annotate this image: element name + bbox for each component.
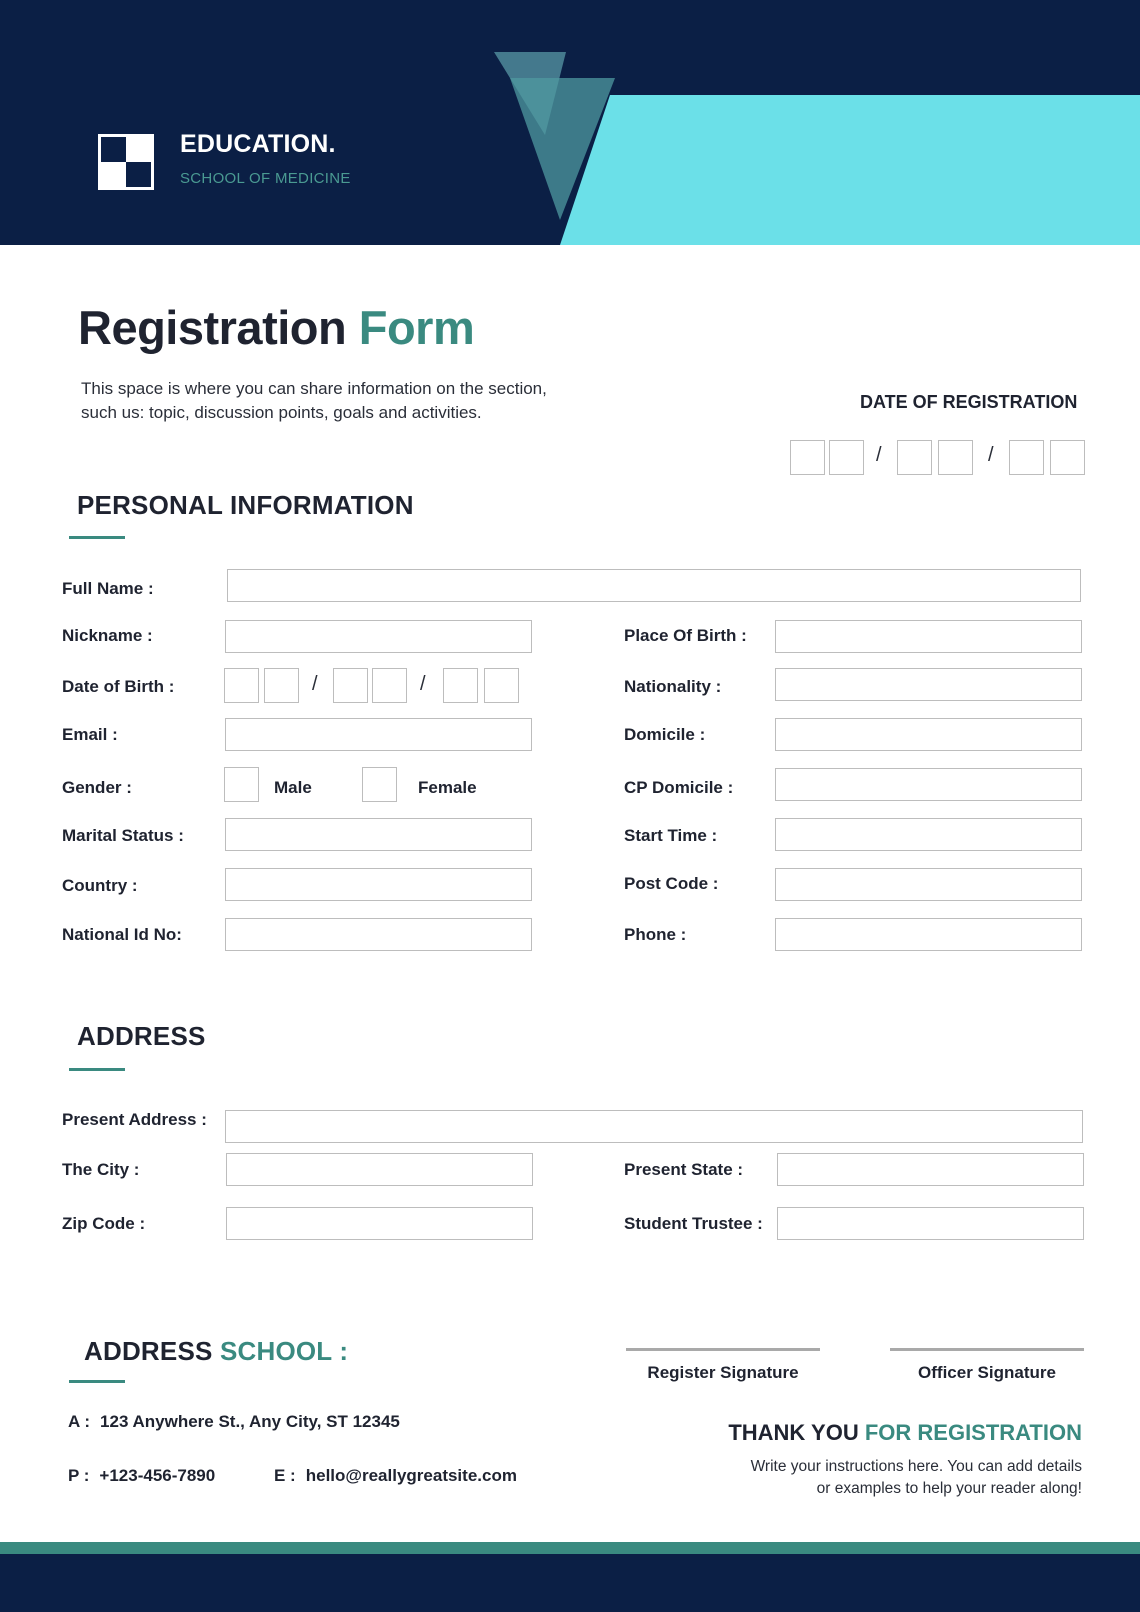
post-code-label: Post Code : (624, 874, 719, 893)
thanks-note-line-2: or examples to help your reader along! (816, 1480, 1082, 1497)
header-graphic (0, 0, 1140, 245)
registration-date-digit-5[interactable] (1009, 440, 1044, 475)
phone-field[interactable] (775, 918, 1082, 951)
section-underline-personal (69, 536, 125, 539)
phone-label: Phone : (624, 925, 687, 944)
register-signature-label: Register Signature (647, 1363, 799, 1382)
school-email-key: E : (274, 1466, 296, 1485)
nationality-label: Nationality : (624, 677, 722, 696)
registration-date-digit-1[interactable] (790, 440, 825, 475)
dob-separator-2: / (420, 673, 426, 695)
national-id-field[interactable] (225, 918, 532, 951)
present-state-label: Present State : (624, 1160, 744, 1179)
registration-date-digit-4[interactable] (938, 440, 973, 475)
gender-female-label: Female (418, 778, 477, 797)
dob-label: Date of Birth : (62, 677, 175, 696)
brand-title: EDUCATION. (180, 130, 336, 158)
page-title-accent: Form (358, 301, 475, 354)
country-field[interactable] (225, 868, 532, 901)
city-field[interactable] (226, 1153, 533, 1186)
gender-male-label: Male (274, 778, 312, 797)
school-phone-value: +123-456-7890 (99, 1466, 216, 1485)
thanks-accent: FOR REGISTRATION (864, 1420, 1082, 1445)
thanks-main: THANK YOU (728, 1420, 859, 1445)
intro-text (81, 377, 681, 425)
national-id-label: National Id No: (62, 925, 182, 944)
section-title-school (84, 1336, 348, 1367)
start-time-field[interactable] (775, 818, 1082, 851)
registration-date-digit-3[interactable] (897, 440, 932, 475)
marital-status-field[interactable] (225, 818, 532, 851)
student-trustee-label: Student Trustee : (624, 1214, 763, 1233)
dob-separator-1: / (312, 673, 318, 695)
nickname-label: Nickname : (62, 626, 153, 645)
logo-square-bottom-right (126, 162, 151, 187)
footer-bar (0, 1554, 1140, 1612)
section-title-personal: PERSONAL INFORMATION (77, 490, 414, 520)
section-title-address: ADDRESS (77, 1021, 206, 1051)
school-phone (68, 1466, 215, 1486)
present-state-field[interactable] (777, 1153, 1084, 1186)
school-email-value: hello@reallygreatsite.com (305, 1466, 517, 1485)
present-address-label: Present Address : (62, 1110, 207, 1129)
header-banner (0, 0, 1140, 245)
full-name-field[interactable] (227, 569, 1081, 602)
gender-male-checkbox[interactable] (224, 767, 259, 802)
school-phone-key: P : (68, 1466, 90, 1485)
country-label: Country : (62, 876, 138, 895)
school-heading-accent: SCHOOL : (219, 1336, 349, 1366)
place-of-birth-label: Place Of Birth : (624, 626, 747, 645)
full-name-label: Full Name : (62, 579, 154, 598)
dob-digit-1[interactable] (224, 668, 259, 703)
officer-signature-label: Officer Signature (918, 1363, 1056, 1382)
dob-digit-3[interactable] (333, 668, 368, 703)
section-underline-address (69, 1068, 125, 1071)
cp-domicile-label: CP Domicile : (624, 778, 734, 797)
nationality-field[interactable] (775, 668, 1082, 701)
domicile-label: Domicile : (624, 725, 706, 744)
post-code-field[interactable] (775, 868, 1082, 901)
domicile-field[interactable] (775, 718, 1082, 751)
intro-line-1: This space is where you can share information on the section, (81, 379, 547, 398)
school-heading-main: ADDRESS (84, 1336, 213, 1366)
cp-domicile-field[interactable] (775, 768, 1082, 801)
thanks-note-line-1: Write your instructions here. You can add details (750, 1458, 1082, 1475)
page-title-main: Registration (78, 301, 347, 354)
start-time-label: Start Time : (624, 826, 718, 845)
nickname-field[interactable] (225, 620, 532, 653)
footer-accent-strip (0, 1542, 1140, 1554)
school-address-value: 123 Anywhere St., Any City, ST 12345 (100, 1412, 400, 1431)
gender-female-checkbox[interactable] (362, 767, 397, 802)
dob-digit-4[interactable] (372, 668, 407, 703)
marital-status-label: Marital Status : (62, 826, 184, 845)
thanks-note (662, 1456, 1082, 1500)
section-underline-school (69, 1380, 125, 1383)
email-label: Email : (62, 725, 118, 744)
present-address-field[interactable] (225, 1110, 1083, 1143)
brand-subtitle: SCHOOL OF MEDICINE (180, 170, 351, 187)
gender-label: Gender : (62, 778, 132, 797)
registration-date-separator-2: / (988, 444, 994, 466)
city-label: The City : (62, 1160, 140, 1179)
registration-date-label: DATE OF REGISTRATION (860, 392, 1078, 412)
zip-code-field[interactable] (226, 1207, 533, 1240)
dob-digit-2[interactable] (264, 668, 299, 703)
logo-square-top-left (101, 137, 126, 162)
officer-signature-line[interactable] (890, 1348, 1084, 1351)
registration-date-digit-2[interactable] (829, 440, 864, 475)
registration-date-separator-1: / (876, 444, 882, 466)
zip-code-label: Zip Code : (62, 1214, 146, 1233)
checker-square-logo (98, 134, 154, 190)
registration-date-digit-6[interactable] (1050, 440, 1085, 475)
dob-digit-5[interactable] (443, 668, 478, 703)
school-email (274, 1466, 517, 1486)
school-address-key: A : (68, 1412, 91, 1431)
student-trustee-field[interactable] (777, 1207, 1084, 1240)
school-address (68, 1412, 400, 1432)
page-title (78, 300, 474, 355)
thanks-heading (728, 1420, 1082, 1446)
intro-line-2: such us: topic, discussion points, goals and activities. (81, 403, 482, 422)
place-of-birth-field[interactable] (775, 620, 1082, 653)
register-signature-line[interactable] (626, 1348, 820, 1351)
dob-digit-6[interactable] (484, 668, 519, 703)
email-field[interactable] (225, 718, 532, 751)
